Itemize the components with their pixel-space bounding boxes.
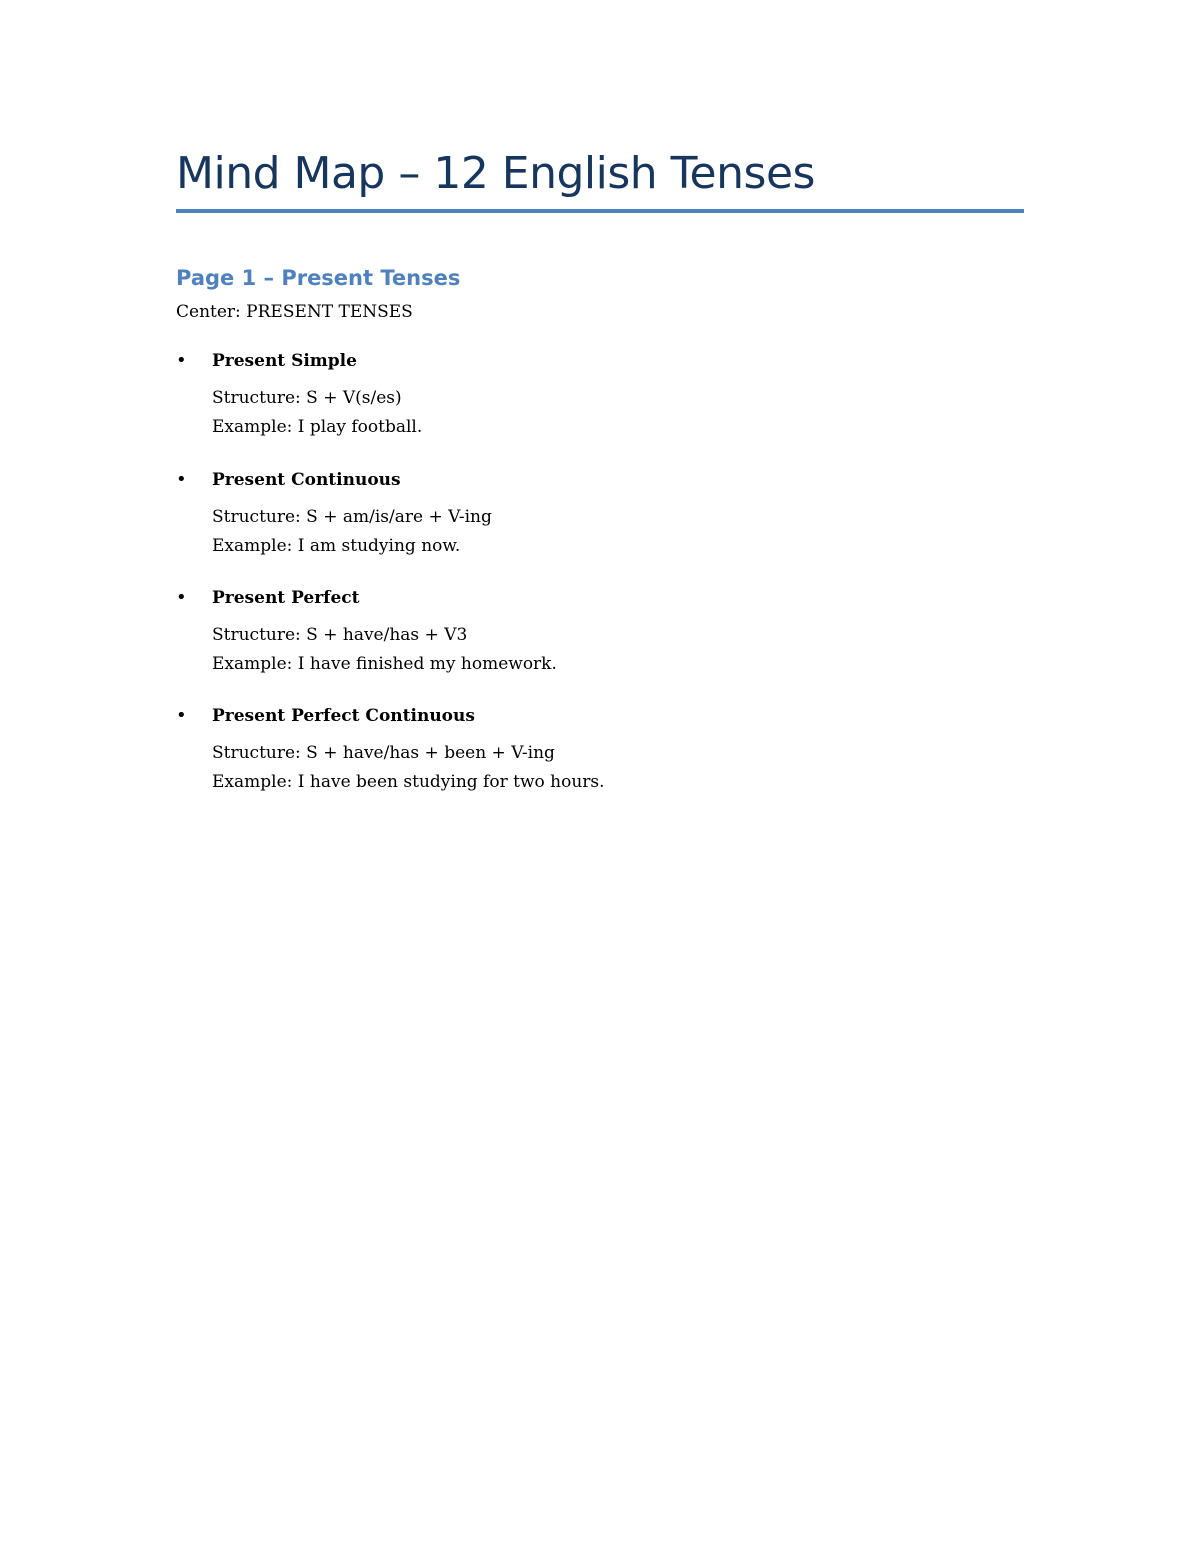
document-title: Mind Map – 12 English Tenses bbox=[176, 148, 815, 199]
tense-heading-row bbox=[176, 348, 976, 374]
title-underline-rule bbox=[176, 209, 1024, 213]
tense-heading-row bbox=[176, 585, 976, 611]
tense-name: Present Perfect Continuous bbox=[212, 706, 475, 726]
bullet-icon: • bbox=[176, 469, 187, 490]
tense-item bbox=[176, 348, 976, 437]
tense-structure: Structure: S + V(s/es) bbox=[212, 388, 402, 408]
tense-structure: Structure: S + have/has + V3 bbox=[212, 625, 468, 645]
center-label: Center: PRESENT TENSES bbox=[176, 302, 413, 322]
tense-name: Present Perfect bbox=[212, 588, 360, 608]
tense-structure: Structure: S + have/has + been + V-ing bbox=[212, 743, 555, 763]
tense-example: Example: I am studying now. bbox=[212, 536, 461, 556]
bullet-icon: • bbox=[176, 705, 187, 726]
tense-item bbox=[176, 585, 976, 674]
tense-example: Example: I have been studying for two hours. bbox=[212, 772, 605, 792]
tense-name: Present Continuous bbox=[212, 470, 401, 490]
tense-example: Example: I play football. bbox=[212, 417, 423, 437]
bullet-icon: • bbox=[176, 587, 187, 608]
tense-heading-row bbox=[176, 703, 976, 729]
tense-item bbox=[176, 703, 976, 792]
tense-item bbox=[176, 467, 976, 556]
tense-heading-row bbox=[176, 467, 976, 493]
tense-structure: Structure: S + am/is/are + V-ing bbox=[212, 507, 492, 527]
section-heading: Page 1 – Present Tenses bbox=[176, 266, 461, 290]
tense-example: Example: I have finished my homework. bbox=[212, 654, 557, 674]
tense-name: Present Simple bbox=[212, 351, 357, 371]
bullet-icon: • bbox=[176, 350, 187, 371]
